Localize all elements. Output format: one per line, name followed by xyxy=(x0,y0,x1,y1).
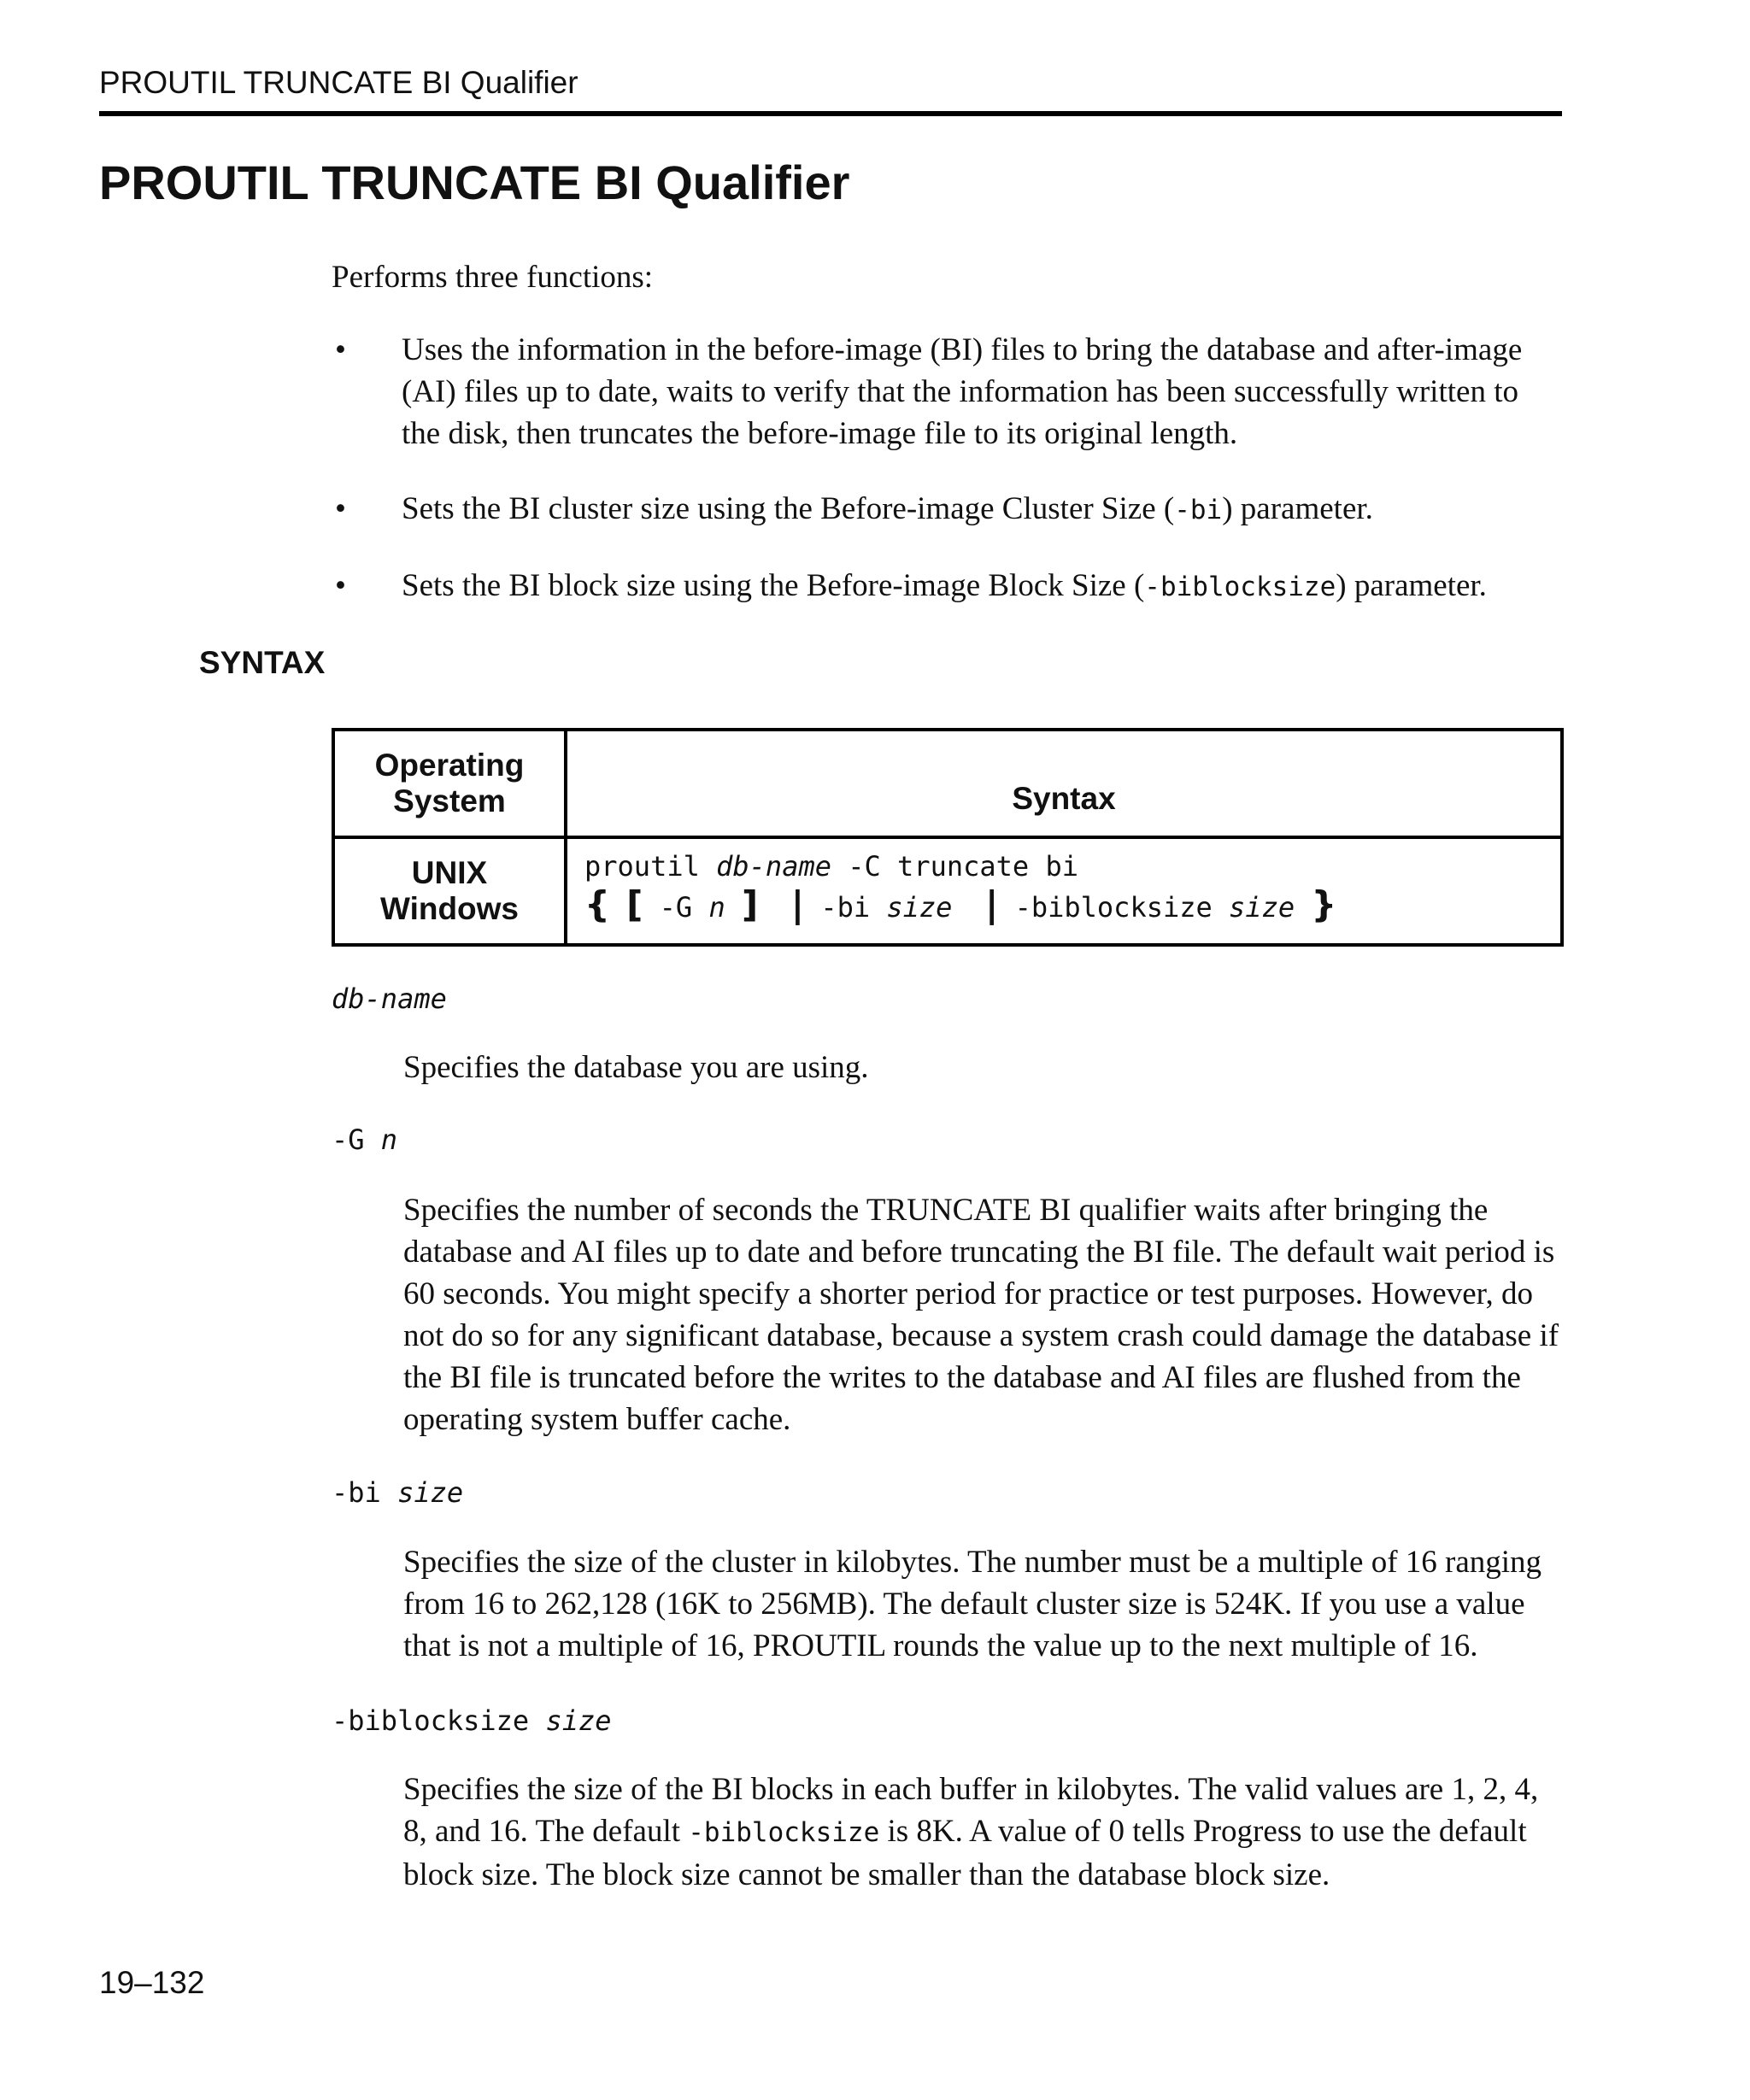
page-title: PROUTIL TRUNCATE BI Qualifier xyxy=(99,155,850,209)
bullet-text: Sets the BI cluster size using the Before-image Cluster Size ( xyxy=(402,491,1175,526)
inline-code: -bi xyxy=(1174,495,1223,525)
list-item xyxy=(332,329,1562,455)
list-item xyxy=(332,565,1562,608)
bullet-text: ) parameter. xyxy=(1336,568,1487,603)
param-description: Specifies the size of the cluster in kilobytes. The number must be a multiple of 16 ranging from 16 to 262,128 (16K to 256MB). The default cluster size is 524K. If you use a value that is not a multiple of 16, PROUTIL rounds the value up to the next multiple of 16. xyxy=(403,1545,1542,1663)
inline-code: -biblocksize xyxy=(1144,572,1336,602)
param-description: Specifies the database you are using. xyxy=(403,1050,869,1085)
syntax-line: { [ -G n ] | -bi size | -biblocksize size } xyxy=(584,883,1337,925)
bullet-icon: • xyxy=(335,332,346,367)
bullet-icon: • xyxy=(335,491,346,526)
column-header-os: Operating System xyxy=(333,730,566,837)
param-term: -bi size xyxy=(332,1476,464,1509)
inline-code: -biblocksize xyxy=(688,1817,880,1848)
syntax-line: proutil db-name -C truncate bi xyxy=(584,850,1078,883)
list-item xyxy=(332,488,1562,531)
param-description: Specifies the number of seconds the TRUNCATE BI qualifier waits after bringing the database and AI files up to date and before truncating the BI file. The default wait period is 60 seconds. You might specify a shorter period for practice or test purposes. However, do not do so for any significant database, because a system crash could damage the database if the BI file is truncated before the writes to the database and AI files are flushed from the operating system buffer cache. xyxy=(403,1193,1559,1437)
running-header: PROUTIL TRUNCATE BI Qualifier xyxy=(99,65,578,100)
table-header-row xyxy=(333,730,1562,837)
syntax-heading: SYNTAX xyxy=(199,645,326,680)
column-header-syntax: Syntax xyxy=(566,730,1562,837)
syntax-table xyxy=(332,728,1564,947)
bullet-text: ) parameter. xyxy=(1222,491,1373,526)
os-cell: UNIX Windows xyxy=(333,837,566,945)
intro-text: Performs three functions: xyxy=(332,260,654,295)
header-rule xyxy=(99,111,1562,116)
table-row xyxy=(333,837,1562,945)
page-number: 19–132 xyxy=(99,1965,205,2000)
param-term: -G n xyxy=(332,1123,398,1156)
bullet-text: Uses the information in the before-image (BI) files to bring the database and after-image (AI) files up to date, waits to verify that the information has been successfully written to the disk, then truncates the before-image file to its original length. xyxy=(402,332,1523,451)
bullet-text: Sets the BI block size using the Before-image Block Size ( xyxy=(402,568,1145,603)
param-term: -biblocksize size xyxy=(332,1704,612,1737)
bullet-icon: • xyxy=(335,568,346,603)
param-description: Specifies the size of the BI blocks in each buffer in kilobytes. The valid values are 1, 2, 4, 8, and 16. The default -biblocksize is 8K. A value of 0 tells Progress to use the default block size. The block size cannot be smaller than the database block size. xyxy=(403,1772,1539,1892)
param-term: db-name xyxy=(332,983,447,1015)
syntax-cell xyxy=(566,837,1562,945)
function-list xyxy=(332,329,1562,642)
